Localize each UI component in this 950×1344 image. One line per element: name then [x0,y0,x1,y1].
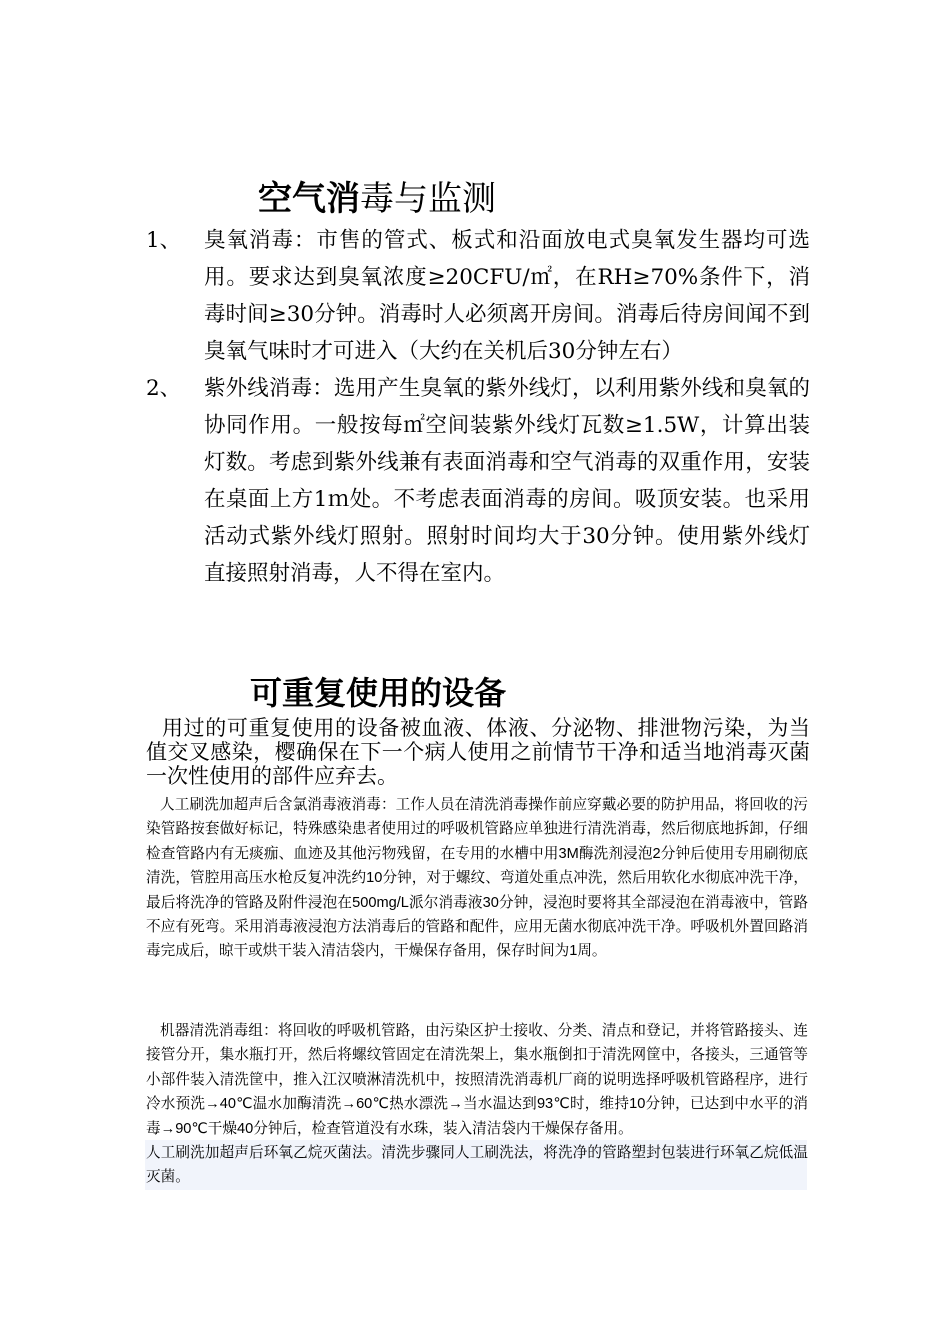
list-item-number: 2、 [146,376,182,401]
section-title-rest-part: 毒与监测 [360,179,496,219]
list-item-text: 臭氧消毒：市售的管式、板式和沿面放电式臭氧发生器均可选用。要求达到臭氧浓度≥20CFU/㎡，在RH≥70%条件下，消毒时间≥30分钟。消毒时人必须离开房间。消毒后待房间闻不到臭氧气味时才可进入（大约在关机后30分钟左右） [204,228,810,364]
paragraph-machine-cleaning: 机器清洗消毒组：将回收的呼吸机管路，由污染区护士接收、分类、清点和登记，并将管路接头、连接管分开，集水瓶打开，然后将螺纹管固定在清洗架上，集水瓶倒扣于清洗网筐中，各接头，三通管等小部件装入清洗筐中，推入江汉喷淋清洗机中，按照清洗消毒机厂商的说明选择呼吸机管路程序，进行冷水预洗→40℃温水加酶清洗→60℃热水漂洗→当水温达到93℃时，维持10分钟，已达到中水平的消毒→90℃干燥40分钟后，检查管道没有水珠，装入清洁袋内干燥保存备用。 [146,1023,808,1137]
list-item-number: 1、 [146,228,182,253]
section-title-reusable-equipment: 可重复使用的设备 [250,675,507,711]
intro-paragraph: 用过的可重复使用的设备被血液、体液、分泌物、排泄物污染，为当值交叉感染，樱确保在下一个病人使用之前情节干净和适当地消毒灭菌一次性使用的部件应弃去。 [146,716,810,788]
list-item-text: 紫外线消毒：选用产生臭氧的紫外线灯，以利用紫外线和臭氧的协同作用。一般按每㎡空间装紫外线灯瓦数≥1.5W，计算出装灯数。考虑到紫外线兼有表面消毒和空气消毒的双重作用，安装在桌面上方1ｍ处。不考虑表面消毒的房间。吸顶安装。也采用活动式紫外线灯照射。照射时间均大于30分钟。使用紫外线灯直接照射消毒，人不得在室内。 [204,376,810,586]
paragraph-manual-chlorine: 人工刷洗加超声后含氯消毒液消毒：工作人员在清洗消毒操作前应穿戴必要的防护用品，将回收的污染管路按套做好标记，特殊感染患者使用过的呼吸机管路应单独进行清洗消毒，然后彻底地拆卸，仔细检查管路内有无痰痂、血迹及其他污物残留，在专用的水槽中用3M酶洗剂浸泡2分钟后使用专用刷彻底清洗，管腔用高压水枪反复冲洗约10分钟，对于螺纹、弯道处重点冲洗，然后用软化水彻底冲洗干净，最后将洗净的管路及附件浸泡在500mg/L派尔消毒液30分钟，浸泡时要将其全部浸泡在消毒液中，管路不应有死弯。采用消毒液浸泡方法消毒后的管路和配件，应用无菌水彻底冲洗干净。呼吸机外置回路消毒完成后，晾干或烘干装入清洁袋内，干燥保存备用，保存时间为1周。 [146,797,808,960]
list-item-ultraviolet [146,370,816,592]
section-title-bold-part: 空气消 [258,179,360,219]
section-title-air-disinfection [258,176,496,222]
list-item-ozone [146,222,816,370]
paragraph-ethylene-oxide: 人工刷洗加超声后环氧乙烷灭菌法。清洗步骤同人工刷洗法，将洗净的管路塑封包装进行环氧乙烷低温灭菌。 [146,1144,808,1186]
